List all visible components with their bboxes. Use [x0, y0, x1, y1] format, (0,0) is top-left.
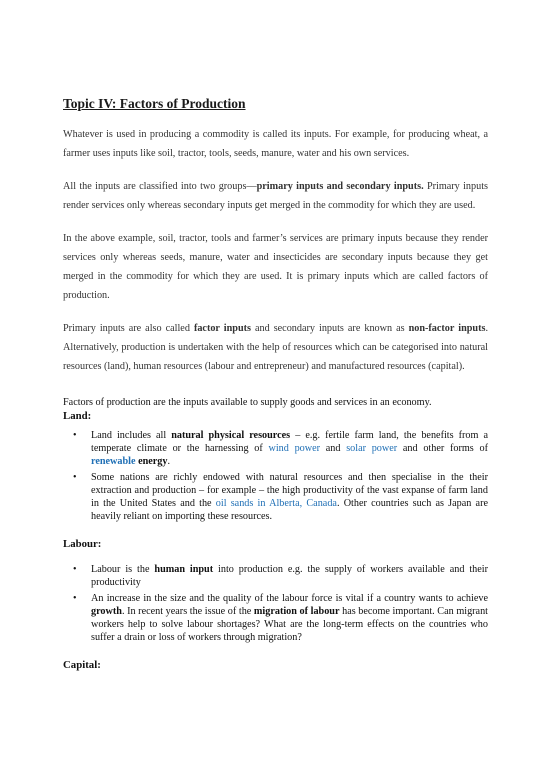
bold-term: primary inputs and secondary inputs.: [256, 181, 424, 192]
paragraph-factor-inputs: [63, 319, 488, 376]
text-span: Land includes all: [91, 430, 172, 441]
text-span: into production e.g. the supply of workers available and their productivity: [91, 564, 488, 588]
text-span: .: [167, 456, 171, 467]
bold-term: natural physical resources: [171, 430, 291, 441]
section-heading-capital: Capital:: [63, 659, 101, 671]
text-span: All the inputs are classified into two groups—: [63, 181, 257, 192]
bold-term: factor inputs: [193, 323, 251, 334]
land-list: [63, 429, 488, 523]
bullet-icon: •: [73, 564, 77, 575]
bold-term: human input: [154, 564, 214, 575]
solar-power-link[interactable]: solar power: [346, 443, 398, 454]
document-page: [63, 96, 488, 672]
page-title: Topic IV: Factors of Production: [63, 96, 246, 111]
text-span: Some nations are richly endowed with natural resources and then specialise in the their extraction and production – for example – the high productivity of the vast expanse of farm land in the United States and the: [91, 472, 488, 509]
oil-sands-link[interactable]: oil sands in Alberta, Canada: [215, 498, 337, 509]
wind-power-link[interactable]: wind power: [268, 443, 321, 454]
bold-term: energy: [135, 456, 168, 467]
paragraph-example: In the above example, soil, tractor, tools and farmer’s services are primary inputs because they render services only whereas seeds, manure, water and insecticides are secondary inputs because they get merged in the commodity for which they are used. It is primary inputs which are called factors of production.: [63, 233, 488, 301]
bold-term: migration of labour: [253, 606, 340, 617]
bullet-icon: •: [73, 593, 77, 604]
text-span: and secondary inputs are known as: [250, 323, 409, 334]
bullet-icon: •: [73, 430, 77, 441]
paragraph-inputs-definition: Whatever is used in producing a commodity is called its inputs. For example, for producing wheat, a farmer uses inputs like soil, tractor, tools, seeds, manure, water and his own services.: [63, 129, 488, 159]
list-item: [73, 471, 488, 523]
renewable-term: renewable: [91, 456, 136, 467]
text-span: . Alternatively, production is undertaken with the help of resources which can be categorised into natural resources (land), human resources (labour and entrepreneur) and manufactured resources (capital).: [63, 323, 488, 372]
text-span: has become important. Can migrant workers help to solve labour shortages? What are the long-term effects on the countries who suffer a drain or loss of workers through migration?: [91, 606, 489, 643]
labour-list: [63, 563, 488, 644]
intro-sentence: Factors of production are the inputs available to supply goods and services in an economy.: [63, 397, 432, 408]
section-heading-labour: Labour:: [63, 538, 102, 550]
bullet-icon: •: [73, 472, 77, 483]
text-span: . Other countries such as Japan are heavily reliant on importing these resources.: [91, 498, 488, 522]
bold-term: growth: [91, 606, 122, 617]
text-span: . In recent years the issue of the: [121, 606, 254, 617]
list-item: [73, 563, 488, 589]
text-span: Primary inputs are also called: [63, 323, 194, 334]
text-span: and other forms of: [397, 443, 488, 454]
list-item: [73, 592, 489, 644]
text-span: Primary inputs render services only whereas secondary inputs get merged in the commodity for which they are used.: [63, 181, 489, 211]
list-item: [73, 429, 488, 468]
paragraph-input-groups: [63, 177, 488, 215]
text-span: Labour is the: [91, 564, 155, 575]
bold-term: non-factor inputs: [408, 323, 486, 334]
section-heading-land: Land:: [63, 410, 92, 422]
text-span: – e.g. fertile farm land, the benefits from a temperate climate or the harnessing of: [91, 430, 488, 454]
text-span: and: [320, 443, 347, 454]
text-span: An increase in the size and the quality of the labour force is vital if a country wants to achieve: [91, 593, 488, 604]
